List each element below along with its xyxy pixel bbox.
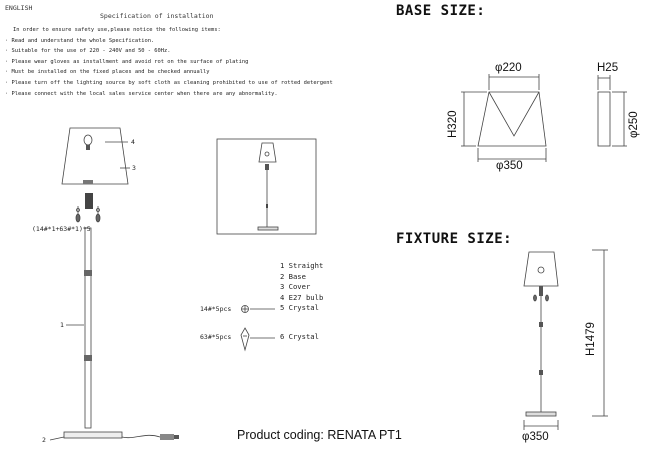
part-item: 1 Straight — [280, 261, 324, 270]
crystal-large-label: 63#*5pcs — [200, 333, 232, 341]
note-item: · Must be installed on the fixed places and be checked annually — [5, 69, 210, 76]
callout-base: 2 — [42, 436, 46, 444]
part-item: 2 Base — [280, 271, 306, 281]
base-height: H320 — [447, 110, 459, 138]
note-item: · Please wear gloves as installment and avoid rot on the surface of plating — [5, 58, 249, 65]
fixture-height: H1479 — [585, 322, 597, 356]
preview-lamp-drawing — [217, 139, 316, 234]
crystal-symbols — [241, 306, 275, 351]
parts-list — [280, 261, 323, 314]
exploded-lamp-drawing — [50, 128, 179, 440]
note-item: · Suitable for the use of 220 - 240V and 50 - 60Hz. — [5, 48, 171, 55]
callout-stand: 1 — [60, 321, 64, 329]
part-item: 6 Crystal — [280, 332, 319, 341]
note-item: · Please turn off the lighting source by soft cloth as cleaning prohibited to use of rotted detergent — [5, 79, 333, 86]
base-size-title: BASE SIZE: — [396, 3, 486, 19]
lampshade-shape — [62, 128, 128, 184]
callout-crystal-formula: (14#*1+63#*1)*5 — [32, 225, 91, 233]
part-item: 5 Crystal — [280, 303, 319, 313]
product-coding: Product coding: RENATA PT1 — [237, 428, 402, 442]
fixture-diameter: φ350 — [522, 431, 549, 443]
base-bottom-diameter: φ350 — [496, 160, 523, 172]
spec-title: Specification of installation — [100, 12, 214, 20]
language-label: ENGLISH — [5, 4, 33, 12]
part-item: 4 E27 bulb — [280, 292, 324, 302]
base-size-drawing — [461, 74, 627, 162]
note-item: In order to ensure safety use,please notice the following items: — [13, 27, 221, 33]
lamp-base — [64, 432, 122, 438]
side-diameter: φ250 — [628, 111, 640, 138]
note-item: · Please connect with the local sales service center when there are any abnormality. — [5, 90, 278, 97]
note-item: · Read and understand the whole Specification. — [5, 37, 155, 44]
callout-cover: 3 — [132, 164, 136, 172]
side-height: H25 — [597, 62, 619, 74]
lamp-pole — [85, 228, 91, 428]
crystal-small-label: 14#*5pcs — [200, 305, 232, 313]
parts-list-extra — [280, 332, 319, 343]
callout-shade: 4 — [131, 138, 135, 146]
part-item: 3 Cover — [280, 282, 311, 292]
base-top-diameter: φ220 — [495, 62, 522, 74]
fixture-size-title: FIXTURE SIZE: — [396, 231, 513, 247]
